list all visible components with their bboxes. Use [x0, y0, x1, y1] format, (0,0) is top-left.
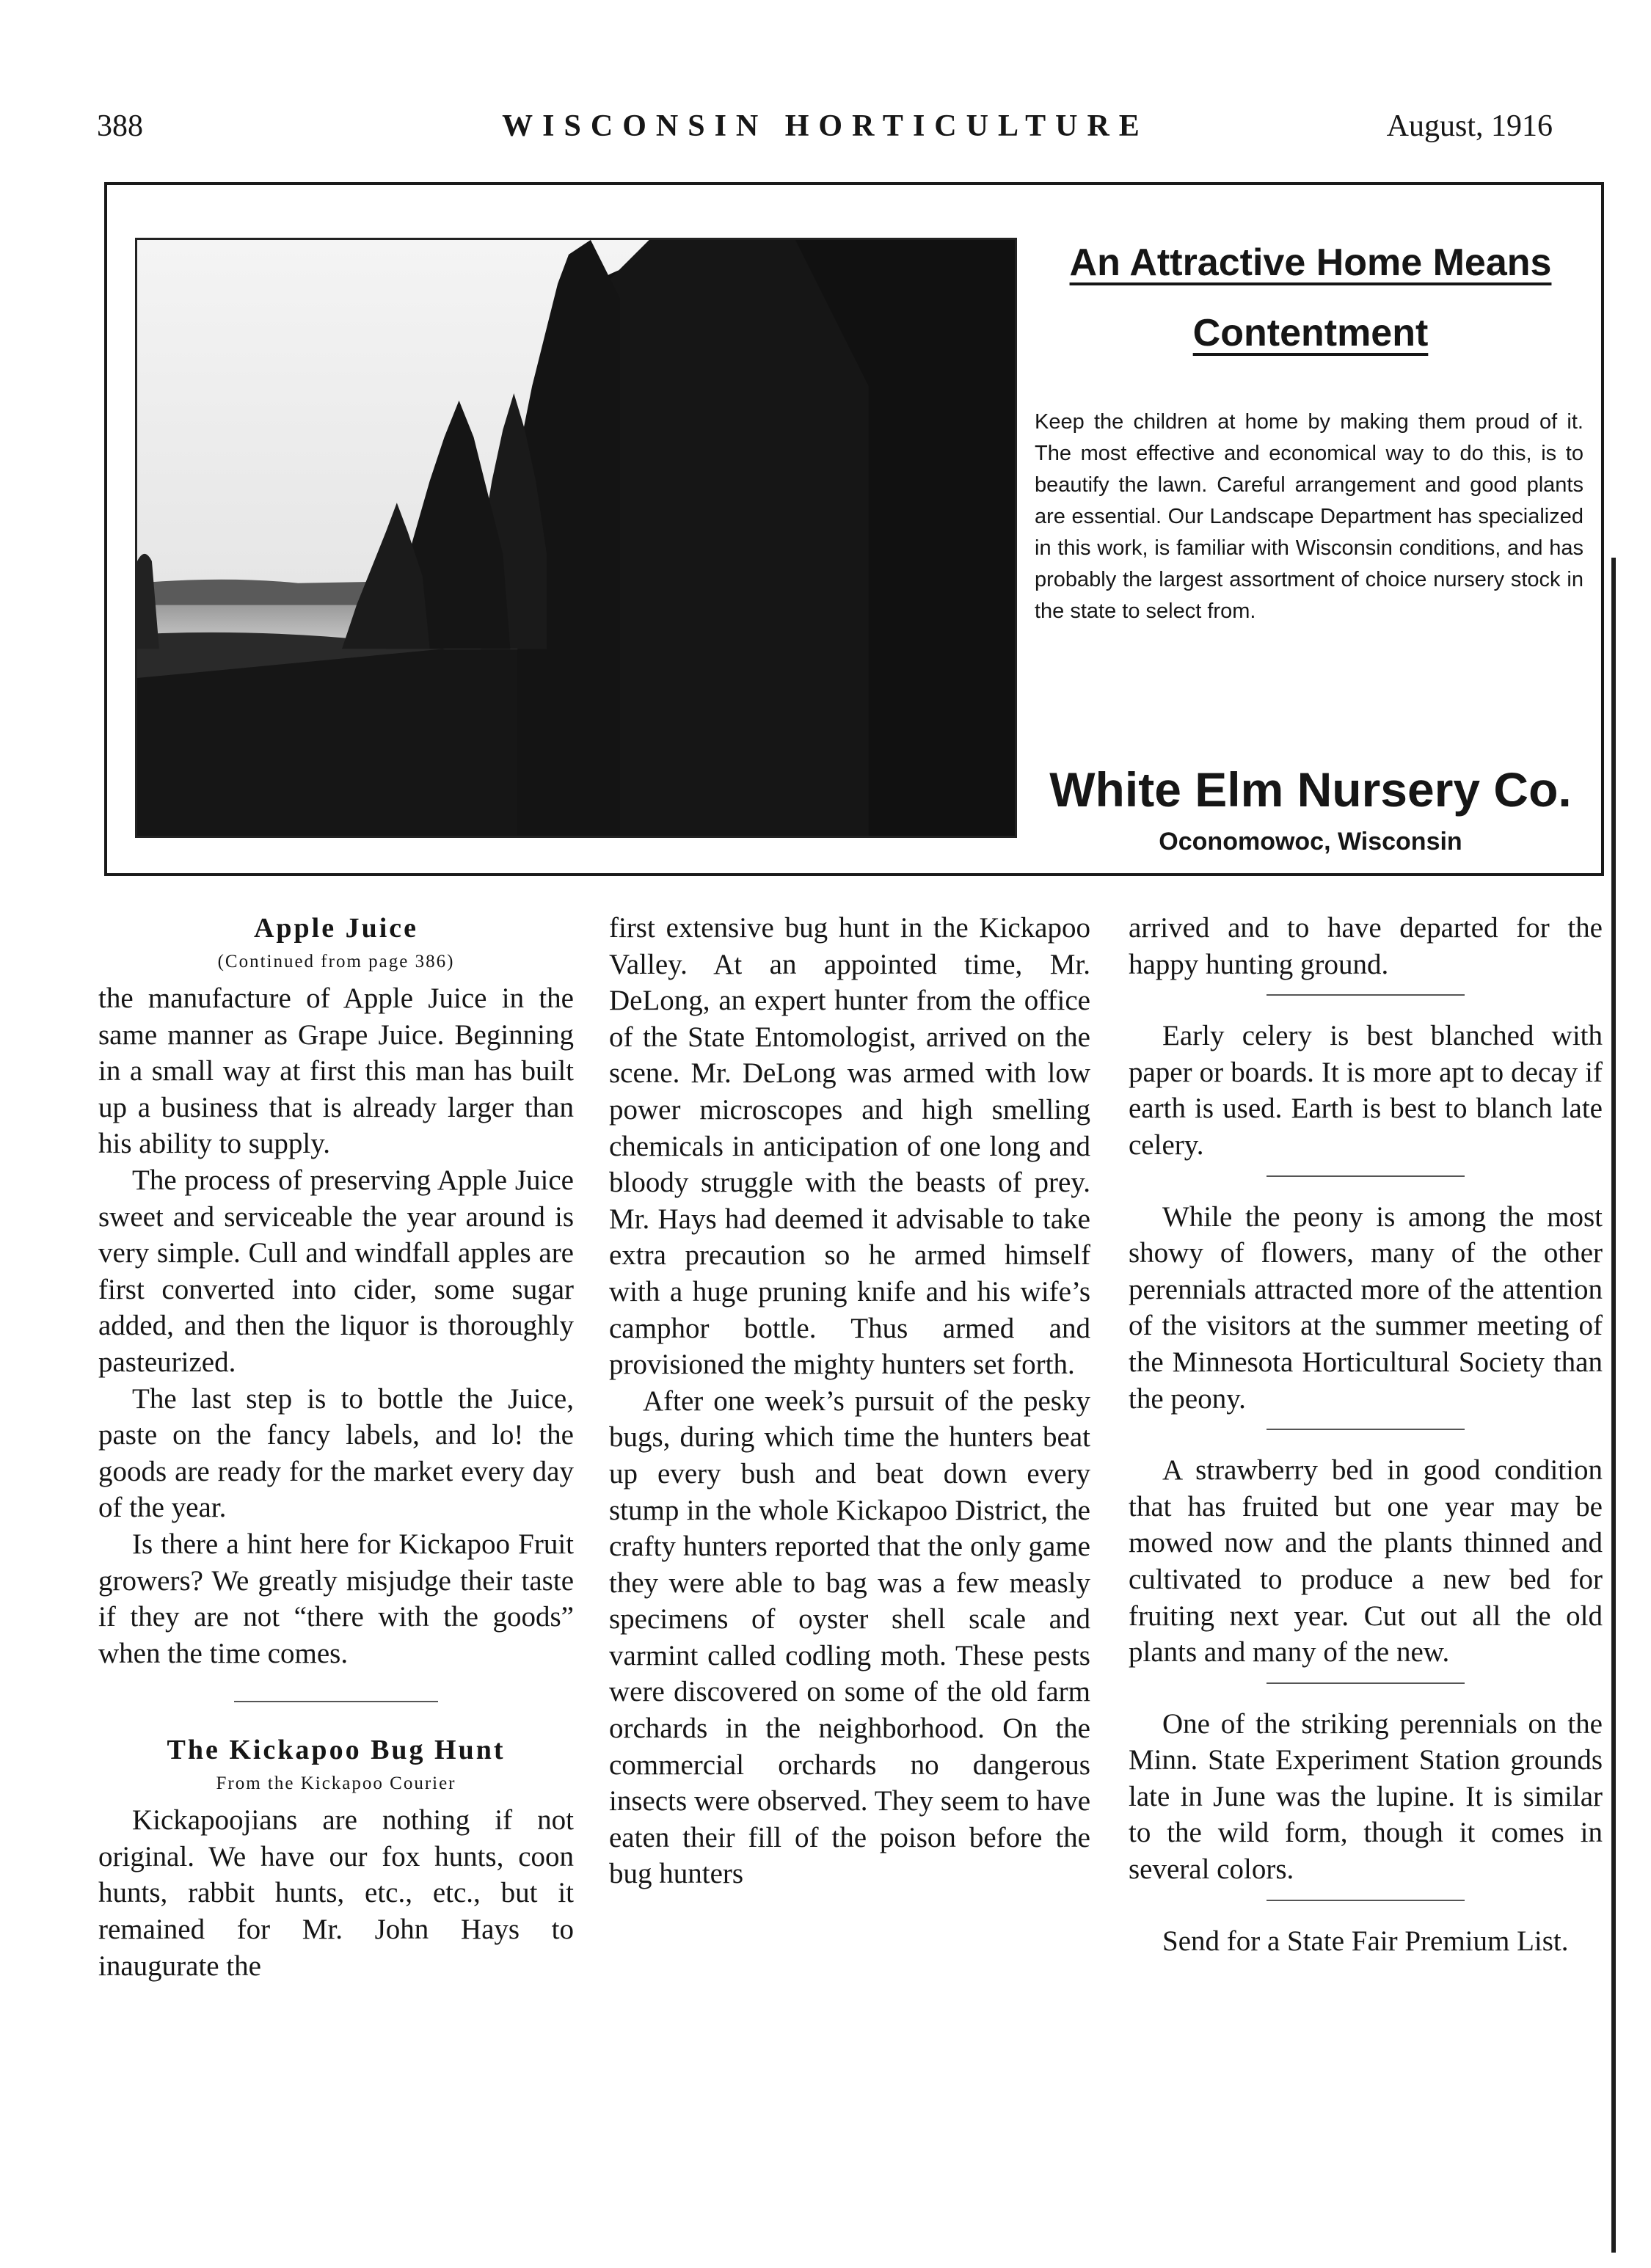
bug-hunt-paragraph: arrived and to have departed for the happy hunting ground. [1129, 912, 1603, 980]
issue-date: August, 1916 [1386, 109, 1553, 143]
bug-hunt-paragraph: Kickapoojians are nothing if not original. We have our fox hunts, coon hunts, rabbit hunts, etc., etc., but it remained for Mr. John Hays to inaugurate the [98, 1804, 574, 1982]
column-1 [98, 910, 574, 1984]
landscape-photo-illustration [137, 240, 1015, 836]
section-divider [1267, 1429, 1465, 1430]
apple-juice-paragraph: The last step is to bottle the Juice, paste on the fancy labels, and lo! the goods are ready for the market every day of the year. [98, 1382, 574, 1524]
column-2 [609, 910, 1090, 1892]
nursery-advertisement [104, 182, 1604, 876]
section-divider [1267, 1682, 1465, 1684]
ad-firm-location: Oconomowoc, Wisconsin [1159, 828, 1462, 856]
apple-juice-paragraph: the manufacture of Apple Juice in the same manner as Grape Juice. Beginning in a small way at first this man has built up a business that is already larger than his ability to supply. [98, 982, 574, 1160]
column-3 [1129, 910, 1603, 1959]
section-divider [234, 1701, 438, 1702]
apple-juice-title: Apple Juice [253, 913, 419, 944]
ad-body-text: Keep the children at home by making them proud of it. The most effective and economical way to do this, is to beautify the lawn. Careful arrangement and good plants are essential. Our Landscape Department has specialized in this work, is familiar with Wisconsin conditions, and has probably the largest assortment of choice nursery stock in the state to select from. [1035, 410, 1583, 623]
scan-edge-shadow [1611, 558, 1616, 2253]
apple-juice-paragraph: Is there a hint here for Kickapoo Fruit growers? We greatly misjudge their taste if they are not “there with the goods” when the time comes. [98, 1528, 574, 1669]
note-paragraph: Send for a State Fair Premium List. [1162, 1925, 1569, 1957]
ad-headline-line-1: An Attractive Home Means [1069, 241, 1552, 284]
running-head [0, 109, 1651, 153]
ad-headline-line-2: Contentment [1192, 312, 1429, 354]
landscape-photo [135, 238, 1017, 838]
section-divider [1267, 1175, 1465, 1177]
section-divider [1267, 1900, 1465, 1901]
note-paragraph: While the peony is among the most showy of flowers, many of the other perennials attracted more of the attention of the visitors at the summer meeting of the Minnesota Horticultural Society than the peony. [1129, 1200, 1603, 1415]
bug-hunt-paragraph: After one week’s pursuit of the pesky bugs, during which time the hunters beat up every bush and beat down every stump in the whole Kickapoo District, the crafty hunters reported that the only game they were able to bag was a few measly specimens of oyster shell scale and varmint called codling moth. These pests were discovered on some of the old farm orchards in the neighborhood. On the commercial orchards no dangerous insects were observed. They seem to have eaten their fill of the poison before the bug hunters [609, 1385, 1090, 1890]
bug-hunt-source: From the Kickapoo Courier [216, 1773, 456, 1794]
note-paragraph: A strawberry bed in good condition that has fruited but one year may be mowed now and the plants thinned and cultivated to produce a new bed for fruiting next year. Cut out all the old plants and many of the new. [1129, 1454, 1603, 1669]
apple-juice-paragraph: The process of preserving Apple Juice sweet and serviceable the year around is very simple. Cull and windfall apples are first converted into cider, some sugar added, and then the liquor is thoroughly pasteurized. [98, 1164, 574, 1378]
ad-firm-name: White Elm Nursery Co. [1049, 762, 1572, 817]
note-paragraph: Early celery is best blanched with paper or boards. It is more apt to decay if earth is used. Earth is best to blanch late celery. [1129, 1020, 1603, 1161]
section-divider [1267, 994, 1465, 996]
bug-hunt-paragraph: first extensive bug hunt in the Kickapoo Valley. At an appointed time, Mr. DeLong, an expert hunter from the office of the State Entomologist, arrived on the scene. Mr. DeLong was armed with low power microscopes and high smelling chemicals in anticipation of one long and bloody struggle with the beasts of prey. Mr. Hays had deemed it advisable to take extra precaution so he armed himself with a huge pruning knife and his wife’s camphor bottle. Thus armed and provisioned the mighty hunters set forth. [609, 912, 1090, 1381]
bug-hunt-title: The Kickapoo Bug Hunt [167, 1735, 506, 1766]
ad-headline [1033, 227, 1588, 368]
advertisement-copy [1033, 227, 1588, 858]
page-number: 388 [97, 109, 143, 143]
apple-juice-continued-note: (Continued from page 386) [217, 952, 455, 971]
note-paragraph: One of the striking perennials on the Minn. State Experiment Station grounds late in June was the lupine. It is similar to the wild form, though it comes in several colors. [1129, 1707, 1603, 1886]
journal-title: WISCONSIN HORTICULTURE [502, 109, 1149, 143]
